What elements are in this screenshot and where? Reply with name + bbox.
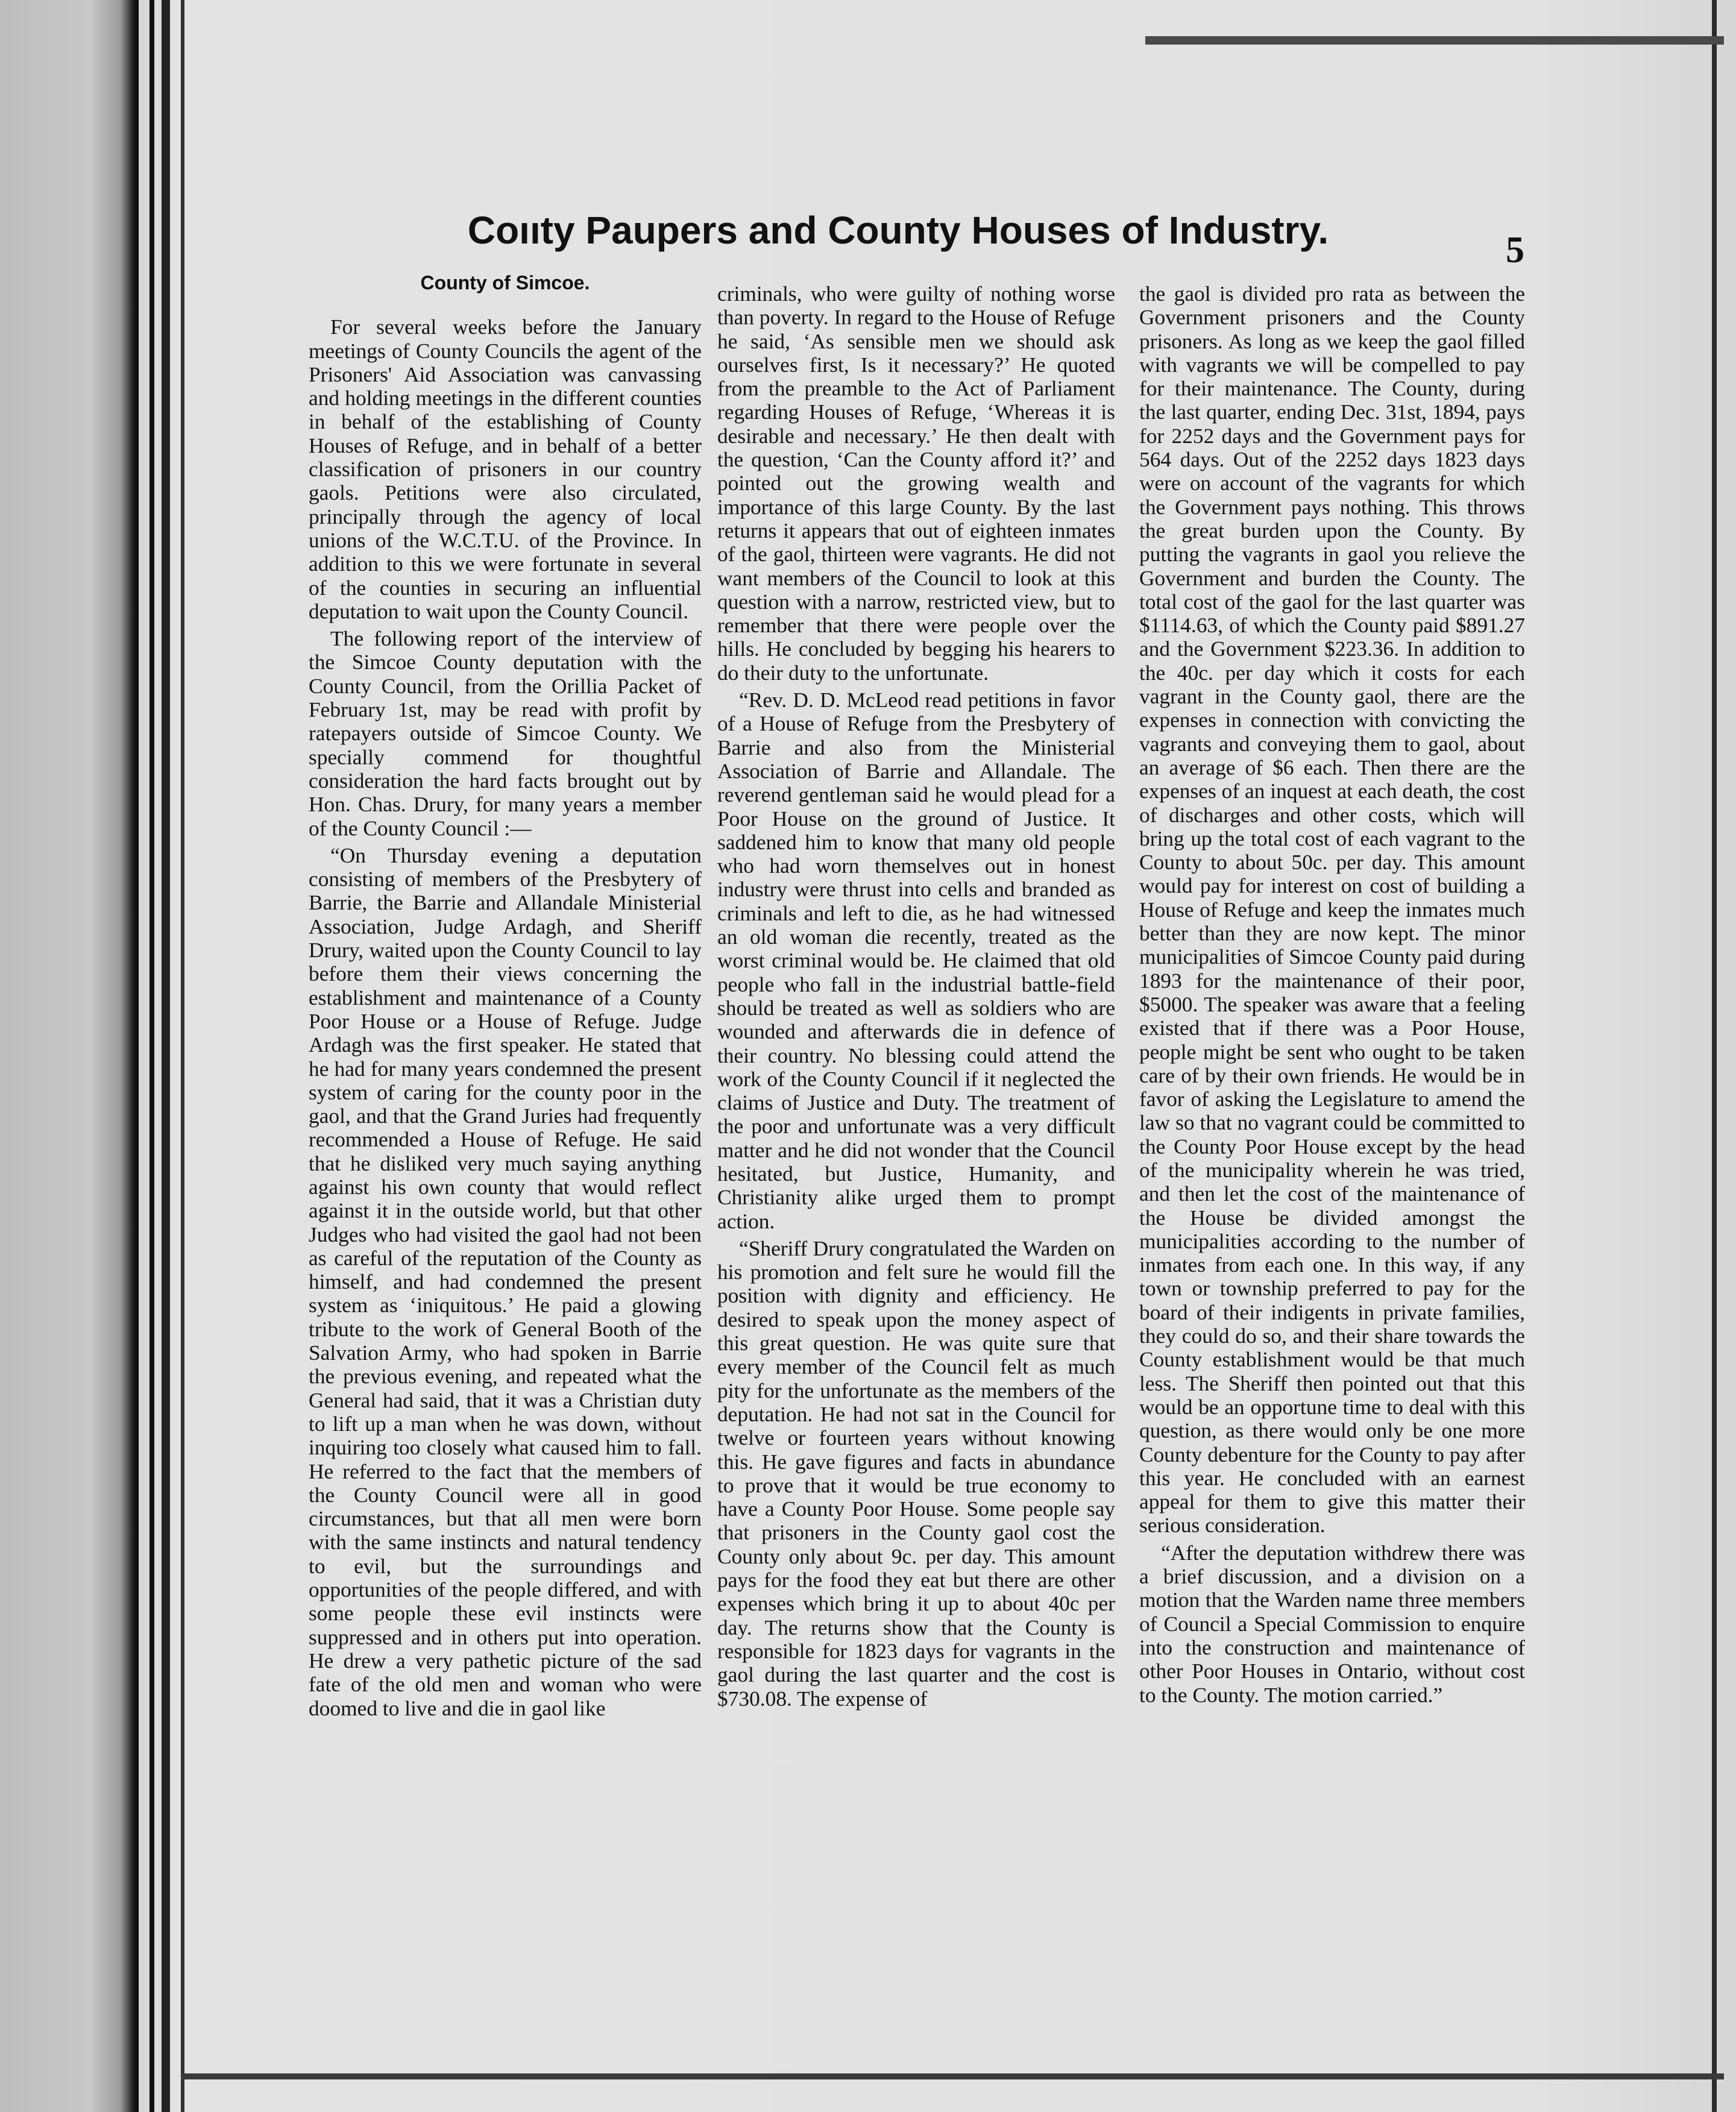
page-number: 5 [1506,230,1524,271]
page-border-line [1712,0,1717,2112]
page-title: Coııty Paupers and County Houses of Industry. [467,209,1329,252]
binding-gutter [0,0,139,2112]
paragraph: The following report of the interview of the Simcoe County deputation with the County Council, from the Orillia Packet of February 1st, may be read with profit by ratepayers outside of Simcoe County. We specially commend for thoughtful consideration the hard facts brought out by Hon. Chas. Drury, for many years a member of the County Council :— [309,626,702,840]
page-border-line [181,0,184,2112]
paragraph: “On Thursday evening a deputation consisting of members of the Presbytery of Barrie, the Barrie and Allandale Ministerial Association, Judge Ardagh, and Sheriff Drury, waited upon the County Council to lay before them their views concerning the establishment and maintenance of a County Poor House or a House of Refuge. Judge Ardagh was the first speaker. He stated that he had for many years condemned the present system of caring for the county poor in the gaol, and that the Grand Juries had frequently recommended a House of Refuge. He said that he disliked very much saying anything against his own county that would reflect against it in the outside world, but that other Judges who had visited the gaol had not been as careful of the reputation of the County as himself, and had condemned the present system as ‘iniquitous.’ He paid a glowing tribute to the work of General Booth of the Salvation Army, who had spoken in Barrie the previous evening, and repeated what the General had said, that it was a Christian duty to lift up a man when he was down, without inquiring too closely what caused him to fall. He referred to the fact that the members of the County Council were all in good circumstances, but that all men were born with the same instincts and natural tendency to evil, but the surroundings and opportunities of the people differed, and with some people these evil instincts were suppressed and in others put into operation. He drew a very pathetic picture of the sad fate of the old men and woman who were doomed to live and die in gaol like [309,843,702,1720]
text-column-3 [1139,282,1525,2066]
paragraph: “Sheriff Drury congratulated the Warden on his promotion and felt sure he would fill the position with dignity and efficiency. He desired to speak upon the money aspect of this great question. He was quite sure that every member of the Council felt as much pity for the unfortunate as the members of the deputation. He had not sat in the Council for twelve or fourteen years without knowing this. He gave figures and facts in abundance to prove that it would be true economy to have a County Poor House. Some people say that prisoners in the County gaol cost the County only about 9c. per day. This amount pays for the food they eat but there are other expenses which bring it up to about 40c per day. The returns show that the County is responsible for 1823 days for vagrants in the gaol during the last quarter and the cost is $730.08. The expense of [717,1236,1115,1711]
paragraph: “Rev. D. D. McLeod read petitions in favor of a House of Refuge from the Presbytery of Barrie and also from the Ministerial Association of Barrie and Allandale. The reverend gentleman said he would plead for a Poor House on the ground of Justice. It saddened him to know that many old people who had worn themselves out in honest industry were thrust into cells and branded as criminals and left to die, as he had witnessed an old woman die recently, treated as the worst criminal would be. He claimed that old people who fall in the industrial battle-field should be treated as well as soldiers who are wounded and afterwards die in defence of their country. No blessing could attend the work of the County Council if it neglected the claims of Justice and Duty. The treatment of the poor and unfortunate was a very difficult matter and he did not wonder that the Council hesitated, but Justice, Humanity, and Christianity alike urged them to prompt action. [717,688,1115,1233]
page-border-line [181,2073,1724,2079]
paragraph: For several weeks before the January meetings of County Councils the agent of the Prisoners' Aid Association was canvassing and holding meetings in the different counties in behalf of the establishing of County Houses of Refuge, and in behalf of a better classification of prisoners in our country gaols. Petitions were also circulated, principally through the agency of local unions of the W.C.T.U. of the Province. In addition to this we were fortunate in several of the counties in securing an influential deputation to wait upon the County Council. [309,315,702,623]
paragraph: criminals, who were guilty of nothing worse than poverty. In regard to the House of Refuge he said, ‘As sensible men we should ask ourselves first, Is it necessary?’ He quoted from the preamble to the Act of Parliament regarding Houses of Refuge, ‘Whereas it is desirable and necessary.’ He then dealt with the question, ‘Can the County afford it?’ and pointed out the growing wealth and importance of this large County. By the last returns it appears that out of eighteen inmates of the gaol, thirteen were vagrants. He did not want members of the Council to look at this question with a narrow, restricted view, but to remember that there were people over the hills. He concluded by begging his hearers to do their duty to the unfortunate. [717,282,1115,685]
paragraph: the gaol is divided pro rata as between the Government prisoners and the County prisoners. As long as we keep the gaol filled with vagrants we will be compelled to pay for their maintenance. The County, during the last quarter, ending Dec. 31st, 1894, pays for 2252 days and the Government pays for 564 days. Out of the 2252 days 1823 days were on account of the vagrants for which the Government pays nothing. This throws the great burden upon the County. By putting the vagrants in gaol you relieve the Government and burden the County. The total cost of the gaol for the last quarter was $1114.63, of which the County paid $891.27 and the Government $223.36. In addition to the 40c. per day which it costs for each vagrant in the County gaol, there are the expenses in connection with convicting the vagrants and conveying them to gaol, about an average of $6 each. Then there are the expenses of an inquest at each death, the cost of discharges and other costs, which will bring up the total cost of each vagrant to the County to about 50c. per day. This amount would pay for interest on cost of building a House of Refuge and keep the inmates much better than they are now kept. The minor municipalities of Simcoe County paid during 1893 for the maintenance of their poor, $5000. The speaker was aware that a feeling existed that if there was a Poor House, people might be sent who ought to be taken care of by their own friends. He would be in favor of asking the Legislature to amend the law so that no vagrant could be committed to the County Poor House except by the head of the municipality wherein he was tried, and then let the cost of the maintenance of the House be divided amongst the municipalities according to the number of inmates from each one. In this way, if any town or township preferred to pay for the board of their indigents in private families, they could do so, and their share towards the County establishment would be that much less. The Sheriff then pointed out that this would be an opportune time to deal with this question, as there would only be one more County debenture for the County to pay after this year. He concluded with an earnest appeal for them to give this matter their serious consideration. [1139,282,1525,1538]
page-border-line [162,0,170,2112]
text-column-2 [717,282,1115,2066]
paragraph: “After the deputation withdrew there was a brief discussion, and a division on a motion that the Warden name three members of Council a Special Commission to enquire into the construction and maintenance of other Poor Houses in Ontario, without cost to the County. The motion carried.” [1139,1540,1525,1707]
section-heading: County of Simcoe. [420,272,590,294]
page-border-line [1145,36,1724,45]
page-border-line [149,0,154,2112]
text-column-1 [309,271,702,2055]
